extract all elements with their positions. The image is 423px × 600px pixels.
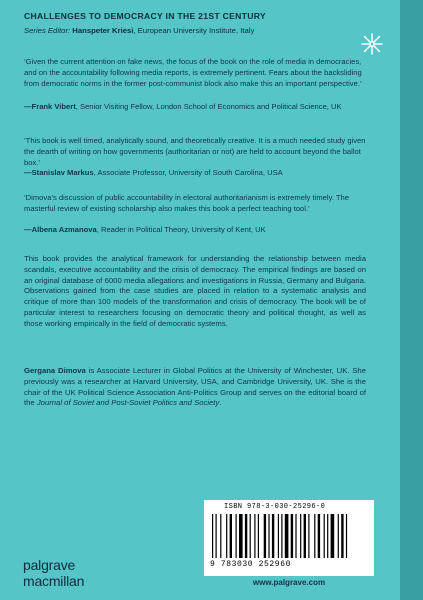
book-description: This book provides the analytical framework for understanding the relationship between media scandals, executive accountability and the crisis of democracy. The empirical findings are based on an original database of 6000 media allegations and investigations in Russia, Germany and Bulgaria. Observations gained from the case studies are placed in relation to a systematic analysis and critique of more than 100 models of the transformation and crisis of democracy. The book will be of particular interest to researchers focusing on democratic theory and political thought, as well as those working empirically in the field of democratic systems. [24, 254, 366, 328]
endorsement-quote-1: ‘Given the current attention on fake news, the focus of the book on the role of media in democracies, and on the accountability following media reports, is extremely pertinent. Fears about the backsliding from democratic norms in the former post-communist block also make this an important perspective.’ [24, 57, 362, 88]
endorsement-role-2: , Associate Professor, University of South Carolina, USA [93, 168, 283, 177]
series-editor [24, 26, 254, 35]
endorsement-quote-2: ‘This book is well timed, analytically sound, and theoretically creative. It is a much needed study given the dearth of writing on how governments (authoritarian or not) are held to account beyond the ballot box.’ [24, 136, 366, 167]
palgrave-star-icon [360, 32, 384, 56]
isbn-label: ISBN 978-3-030-25296-0 [224, 503, 326, 511]
endorsement-author-1: —Frank Vibert [24, 102, 76, 111]
endorsement-role-1: , Senior Visiting Fellow, London School of Economics and Political Science, UK [75, 102, 342, 111]
endorsement-role-3: , Reader in Political Theory, University of Kent, UK [96, 225, 266, 234]
publisher-website: www.palgrave.com [252, 578, 326, 587]
publisher-logo-line-1: palgrave [23, 557, 76, 573]
author-bio-text: is Associate Lecturer in Global Politics at the University of Winchester, UK. She previously was a researcher at Harvard University, USA, and Cambridge University, UK. She is the chair of the UK Political Science Association Anti-Politics Group and serves on the editorial board of the [24, 366, 366, 408]
endorsement-attribution-3 [24, 225, 354, 236]
journal-title: Journal of Soviet and Post-Soviet Politics and Society [36, 398, 220, 408]
series-editor-label: Series Editor: [24, 26, 71, 35]
author-bio-end: . [219, 398, 222, 408]
publisher-logo-line-2: macmillan [23, 573, 85, 589]
author-bio [24, 366, 366, 409]
endorsement-author-3: —Albena Azmanova [24, 225, 97, 234]
series-editor-name: Hanspeter Kriesi [72, 26, 134, 35]
barcode-digits: 9 783030 252960 [210, 560, 292, 569]
author-name: Gergana Dimova [24, 366, 86, 375]
endorsement-author-2: —Stanislav Markus [24, 168, 94, 177]
series-title: CHALLENGES TO DEMOCRACY IN THE 21ST CENTURY [24, 11, 266, 21]
barcode-icon [212, 514, 366, 560]
endorsement-attribution-2 [24, 168, 354, 179]
series-editor-affiliation: , European University Institute, Italy [133, 26, 255, 35]
endorsement-attribution-1 [24, 102, 354, 113]
endorsement-quote-3: ‘Dimova’s discussion of public accountability in electoral authoritarianism is extremely timely. The masterful review of existing scholarship also makes this book a perfect teaching tool.’ [24, 193, 349, 213]
book-spine [400, 0, 423, 600]
